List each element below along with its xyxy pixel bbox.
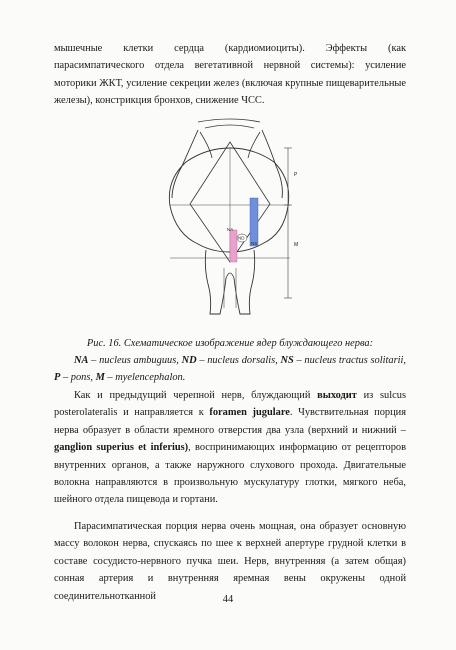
legend-abbr: NA	[74, 355, 89, 366]
nucleus-solitarius-mark	[250, 198, 258, 246]
pons-outline	[169, 148, 288, 252]
legend-text: – pons,	[60, 372, 96, 383]
caption-legend	[54, 352, 406, 386]
legend-abbr: M	[95, 372, 105, 383]
paragraph-3: Парасимпатическая порция нерва очень мощная, она образует основную массу волокон нерва, спускаясь по шее к верхней апертуре грудной клетки в составе сосудисто-нервного пучка шеи. Нерв, внутренняя (а затем общая) сонная артерия и внутренняя яремная вены окружены одной соединительнотканной	[54, 521, 406, 602]
p2-text: Как и предыдущий черепной нерв, блуждающий	[74, 390, 318, 401]
label-ns: NS	[251, 241, 258, 246]
p2-bold: ganglion superius et inferius)	[54, 442, 189, 454]
peduncle-right	[262, 130, 282, 198]
peduncle-left	[172, 130, 198, 198]
label-nd: ND	[238, 235, 245, 241]
label-p: P	[294, 172, 298, 178]
paragraph-1: мышечные клетки сердца (кардиомиоциты). Эффекты (как парасимпатического отдела вегетативной нервной системы): усиление моторики ЖКТ, усиление секреции желез (включая крупные пищеварительные железы), констрикция бронхов, снижение ЧСС.	[54, 43, 406, 107]
figure-caption	[54, 335, 406, 386]
legend-abbr: NS	[280, 355, 294, 366]
peduncle-inner-left	[200, 132, 212, 158]
legend-abbr: P	[54, 372, 61, 383]
diagram-top-curve-1	[198, 119, 260, 122]
medulla-notch	[226, 273, 234, 278]
label-na: NA	[227, 227, 234, 232]
medulla-fissures	[224, 268, 236, 308]
label-m: M	[294, 242, 299, 248]
medulla-left	[205, 250, 226, 314]
peduncle-inner-right	[248, 132, 260, 158]
legend-text: – nucleus tractus solitarii,	[293, 355, 406, 366]
legend-text: – nucleus dorsalis,	[196, 355, 281, 366]
legend-text: – nucleus ambuguus,	[88, 355, 182, 366]
diagram-top-curve-2	[205, 125, 254, 128]
figure-vagus-nuclei	[150, 118, 310, 326]
brainstem-diagram	[150, 118, 310, 326]
p2-bold: выходит	[317, 390, 357, 401]
p2-text: , воспринимающих информацию от рецепторов внутренних органов, а также наружного слухового прохода. Двигательные волокна направляются в произвольную мускулатуру глотки, мягкого неба, шейного отдела пищевода и гортани.	[54, 442, 406, 506]
p2-text: . Чувствительная порция нерва образует в области яремного отверстия два узла (верхний и нижний –	[54, 407, 406, 436]
p2-text: из sulcus posterolateralis и направляется к	[54, 390, 406, 419]
legend-abbr: ND	[181, 355, 197, 366]
legend-text: – myelencephalon.	[104, 372, 186, 383]
p2-bold: foramen jugulare	[209, 407, 290, 419]
caption-title: Рис. 16. Схематическое изображение ядер блуждающего нерва:	[86, 338, 374, 349]
paragraph-2	[54, 387, 406, 509]
nucleus-ambiguus-mark	[230, 230, 237, 262]
page-number: 44	[222, 594, 234, 605]
